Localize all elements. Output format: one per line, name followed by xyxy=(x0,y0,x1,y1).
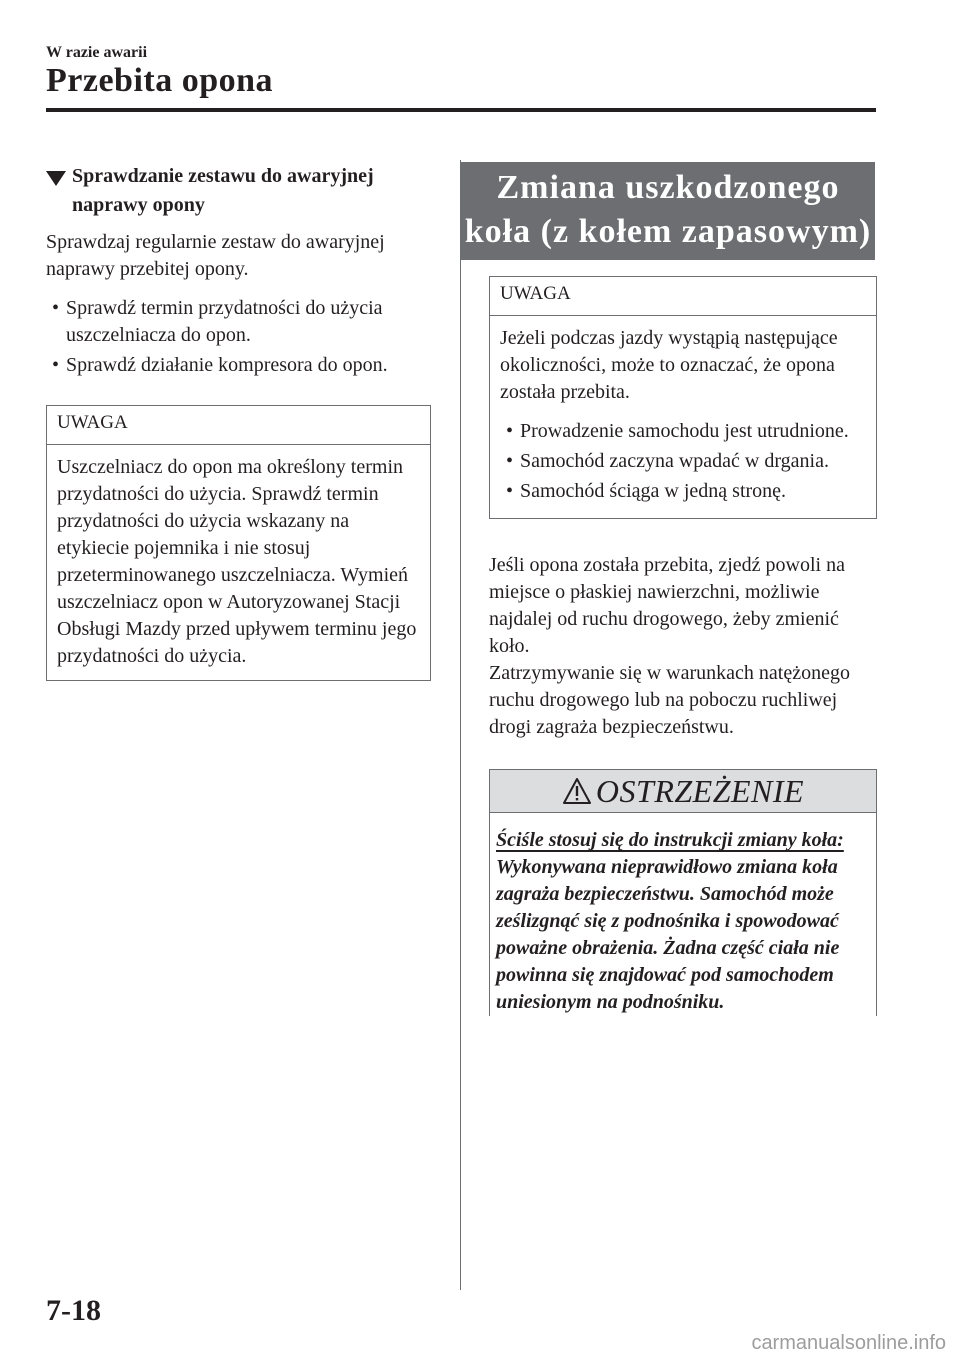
bullet-icon: • xyxy=(506,420,514,442)
note-heading: UWAGA xyxy=(490,277,876,316)
bullet-icon: • xyxy=(506,450,514,472)
intro-paragraph: Sprawdzaj regularnie zestaw do awaryjnej naprawy przebitej opony. xyxy=(46,231,385,280)
note-box xyxy=(489,276,877,519)
body-paragraph: Zatrzymywanie się w warunkach natężonego ruchu drogowego lub na poboczu ruchliwej drogi zagraża bezpieczeństwu. xyxy=(489,662,850,738)
list-item: • Sprawdź działanie kompresora do opon. xyxy=(46,352,431,379)
triangle-down-icon xyxy=(46,171,66,186)
subsection-heading-line1: Sprawdzanie zestawu do awaryjnej xyxy=(72,165,374,187)
symptom-list xyxy=(500,418,866,505)
page-number: 7-18 xyxy=(46,1294,101,1327)
note-body xyxy=(490,316,876,518)
note-text: Jeżeli podczas jazdy wystąpią następujące okoliczności, może to oznaczać, że opona została przebita. xyxy=(500,327,838,403)
watermark: carmanualsonline.info xyxy=(751,1332,946,1354)
warning-triangle-icon xyxy=(562,777,592,805)
warning-body xyxy=(490,813,876,1016)
column-divider xyxy=(460,160,461,1290)
note-heading: UWAGA xyxy=(47,406,430,445)
body-paragraph: Jeśli opona została przebita, zjedź powoli na miejsce o płaskiej nawierzchni, możliwie najdalej od ruchu drogowego, żeby zmienić koło. xyxy=(489,554,845,657)
bullet-icon: • xyxy=(52,297,60,319)
list-item: • Samochód ściąga w jedną stronę. xyxy=(500,478,866,505)
bullet-icon: • xyxy=(52,354,60,376)
list-item: • Sprawdź termin przydatności do użycia uszczelniacza do opon. xyxy=(52,297,383,346)
subsection-heading-line2: naprawy opony xyxy=(72,194,205,216)
section-banner-line1: Zmiana uszkodzonego xyxy=(496,169,840,206)
subsection-heading xyxy=(46,162,431,220)
warning-heading xyxy=(490,770,876,813)
section-banner xyxy=(461,162,875,260)
check-list xyxy=(46,295,431,379)
list-item: • Samochód zaczyna wpadać w drgania. xyxy=(500,448,866,475)
bullet-icon: • xyxy=(506,480,514,502)
note-body: Uszczelniacz do opon ma określony termin przydatności do użycia. Sprawdź termin przydatności do użycia wskazany na etykiecie pojemnika i nie stosuj przeterminowanego uszczelniacza. Wymień uszczelniacz opon w Autoryzowanej Stacji Obsługi Mazdy przed upływem terminu jego przydatności do użycia. xyxy=(57,456,417,667)
warning-text: Wykonywana nieprawidłowo zmiana koła zagraża bezpieczeństwu. Samochód może ześlizgnąć się z podnośnika i spowodować poważne obrażenia. Żadna część ciała nie powinna się znajdować pod samochodem uniesionym na podnośniku. xyxy=(496,856,840,1013)
warning-title: Ściśle stosuj się do instrukcji zmiany koła: xyxy=(496,829,844,851)
page-title: Przebita opona xyxy=(46,62,274,99)
list-item: • Prowadzenie samochodu jest utrudnione. xyxy=(500,418,866,445)
header-rule xyxy=(46,108,876,112)
warning-label: OSTRZEŻENIE xyxy=(595,772,805,809)
section-kicker: W razie awarii xyxy=(46,44,148,61)
section-banner-line2: koła (z kołem zapasowym) xyxy=(464,213,872,250)
note-box xyxy=(46,405,431,681)
warning-box xyxy=(489,769,877,1016)
right-column xyxy=(464,162,877,1016)
left-column xyxy=(46,162,431,681)
